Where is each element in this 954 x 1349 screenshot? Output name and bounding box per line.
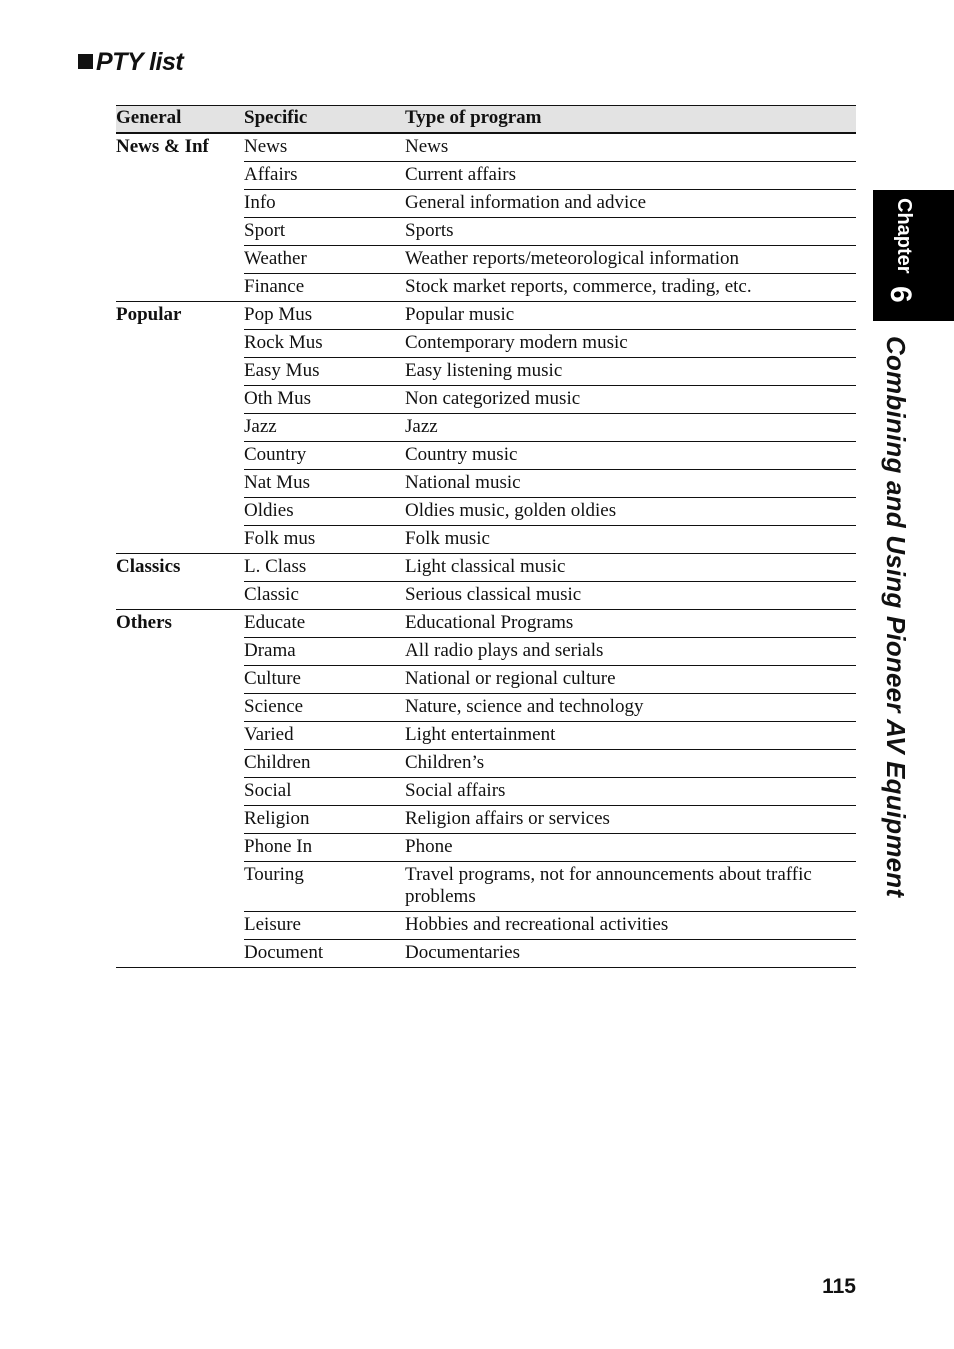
cell-type: Stock market reports, commerce, trading, etc. <box>405 274 856 302</box>
table-header-row <box>116 106 856 134</box>
cell-type: Children’s <box>405 750 856 778</box>
table-row <box>116 470 856 498</box>
cell-type: Religion affairs or services <box>405 806 856 834</box>
chapter-number: 6 <box>884 286 917 303</box>
page-number: 115 <box>822 1275 856 1298</box>
cell-specific: Social <box>244 778 405 806</box>
cell-specific: Info <box>244 190 405 218</box>
cell-type: Nature, science and technology <box>405 694 856 722</box>
cell-specific: Leisure <box>244 912 405 940</box>
cell-specific: Drama <box>244 638 405 666</box>
cell-general <box>116 778 244 806</box>
cell-specific: Religion <box>244 806 405 834</box>
cell-specific: Oldies <box>244 498 405 526</box>
cell-specific: Weather <box>244 246 405 274</box>
cell-type: Social affairs <box>405 778 856 806</box>
table-row <box>116 190 856 218</box>
cell-general <box>116 414 244 442</box>
cell-general <box>116 806 244 834</box>
cell-general <box>116 638 244 666</box>
cell-type: Oldies music, golden oldies <box>405 498 856 526</box>
cell-general <box>116 358 244 386</box>
square-bullet-icon <box>78 54 93 69</box>
cell-general <box>116 190 244 218</box>
cell-general: Others <box>116 612 172 633</box>
cell-specific: Science <box>244 694 405 722</box>
cell-type: National or regional culture <box>405 666 856 694</box>
cell-general <box>116 862 244 912</box>
cell-specific: Pop Mus <box>244 302 405 330</box>
table-row <box>116 862 856 912</box>
table-row <box>116 778 856 806</box>
cell-general: News & Inf <box>116 136 209 157</box>
table-row <box>116 442 856 470</box>
cell-general <box>116 526 244 554</box>
table-row <box>116 750 856 778</box>
section-title <box>78 48 183 77</box>
table-row <box>116 386 856 414</box>
header-type: Type of program <box>405 106 856 134</box>
cell-general <box>116 470 244 498</box>
cell-specific: News <box>244 133 405 162</box>
table-row <box>116 834 856 862</box>
cell-specific: Affairs <box>244 162 405 190</box>
cell-type: Educational Programs <box>405 610 856 638</box>
cell-specific: Country <box>244 442 405 470</box>
cell-type: Non categorized music <box>405 386 856 414</box>
cell-general <box>116 218 244 246</box>
table-row <box>116 274 856 302</box>
cell-type: Popular music <box>405 302 856 330</box>
cell-type: Weather reports/meteorological information <box>405 246 856 274</box>
cell-general <box>116 834 244 862</box>
cell-specific: Varied <box>244 722 405 750</box>
cell-general <box>116 666 244 694</box>
cell-type: Jazz <box>405 414 856 442</box>
cell-type: All radio plays and serials <box>405 638 856 666</box>
cell-specific: Nat Mus <box>244 470 405 498</box>
cell-general <box>116 582 244 610</box>
chapter-title: Combining and Using Pioneer AV Equipment <box>881 336 911 898</box>
table-row <box>116 526 856 554</box>
table-row <box>116 302 856 330</box>
cell-general <box>116 162 244 190</box>
cell-specific: Folk mus <box>244 526 405 554</box>
cell-type: Light classical music <box>405 554 856 582</box>
chapter-label: Chapter <box>893 198 915 274</box>
cell-specific: Children <box>244 750 405 778</box>
table-row <box>116 610 856 638</box>
table-row <box>116 582 856 610</box>
cell-general <box>116 722 244 750</box>
table-row <box>116 666 856 694</box>
cell-type: Travel programs, not for announcements about traffic problems <box>405 862 856 912</box>
cell-specific: L. Class <box>244 554 405 582</box>
table-row <box>116 554 856 582</box>
cell-specific: Culture <box>244 666 405 694</box>
cell-general <box>116 912 244 940</box>
table-row <box>116 694 856 722</box>
cell-general: Popular <box>116 304 182 325</box>
cell-type: Country music <box>405 442 856 470</box>
cell-type: Sports <box>405 218 856 246</box>
table-row <box>116 498 856 526</box>
cell-type: Phone <box>405 834 856 862</box>
table-row <box>116 162 856 190</box>
table-row <box>116 133 856 162</box>
cell-type: General information and advice <box>405 190 856 218</box>
cell-type: Easy listening music <box>405 358 856 386</box>
table-body <box>116 133 856 968</box>
table-row <box>116 806 856 834</box>
cell-general <box>116 330 244 358</box>
cell-specific: Document <box>244 940 405 968</box>
cell-type: Contemporary modern music <box>405 330 856 358</box>
cell-specific: Oth Mus <box>244 386 405 414</box>
cell-type: Documentaries <box>405 940 856 968</box>
cell-type: Light entertainment <box>405 722 856 750</box>
cell-type: News <box>405 133 856 162</box>
pty-table <box>116 105 856 968</box>
cell-general <box>116 386 244 414</box>
table-row <box>116 246 856 274</box>
cell-specific: Finance <box>244 274 405 302</box>
cell-specific: Classic <box>244 582 405 610</box>
cell-specific: Touring <box>244 862 405 912</box>
cell-type: National music <box>405 470 856 498</box>
header-specific: Specific <box>244 106 405 134</box>
cell-general <box>116 940 244 968</box>
cell-general <box>116 442 244 470</box>
table-row <box>116 358 856 386</box>
table-row <box>116 330 856 358</box>
cell-specific: Rock Mus <box>244 330 405 358</box>
table-row <box>116 912 856 940</box>
header-general: General <box>116 106 244 134</box>
cell-type: Hobbies and recreational activities <box>405 912 856 940</box>
cell-general <box>116 498 244 526</box>
cell-general: Classics <box>116 556 181 577</box>
cell-type: Folk music <box>405 526 856 554</box>
cell-specific: Phone In <box>244 834 405 862</box>
cell-specific: Easy Mus <box>244 358 405 386</box>
cell-specific: Sport <box>244 218 405 246</box>
table-row <box>116 414 856 442</box>
cell-general <box>116 750 244 778</box>
cell-specific: Educate <box>244 610 405 638</box>
cell-type: Current affairs <box>405 162 856 190</box>
cell-general <box>116 274 244 302</box>
chapter-tab <box>873 190 954 321</box>
table-row <box>116 218 856 246</box>
cell-specific: Jazz <box>244 414 405 442</box>
cell-type: Serious classical music <box>405 582 856 610</box>
table-row <box>116 940 856 968</box>
cell-general <box>116 694 244 722</box>
cell-general <box>116 246 244 274</box>
table-row <box>116 638 856 666</box>
section-title-text: PTY list <box>96 48 184 76</box>
table-row <box>116 722 856 750</box>
